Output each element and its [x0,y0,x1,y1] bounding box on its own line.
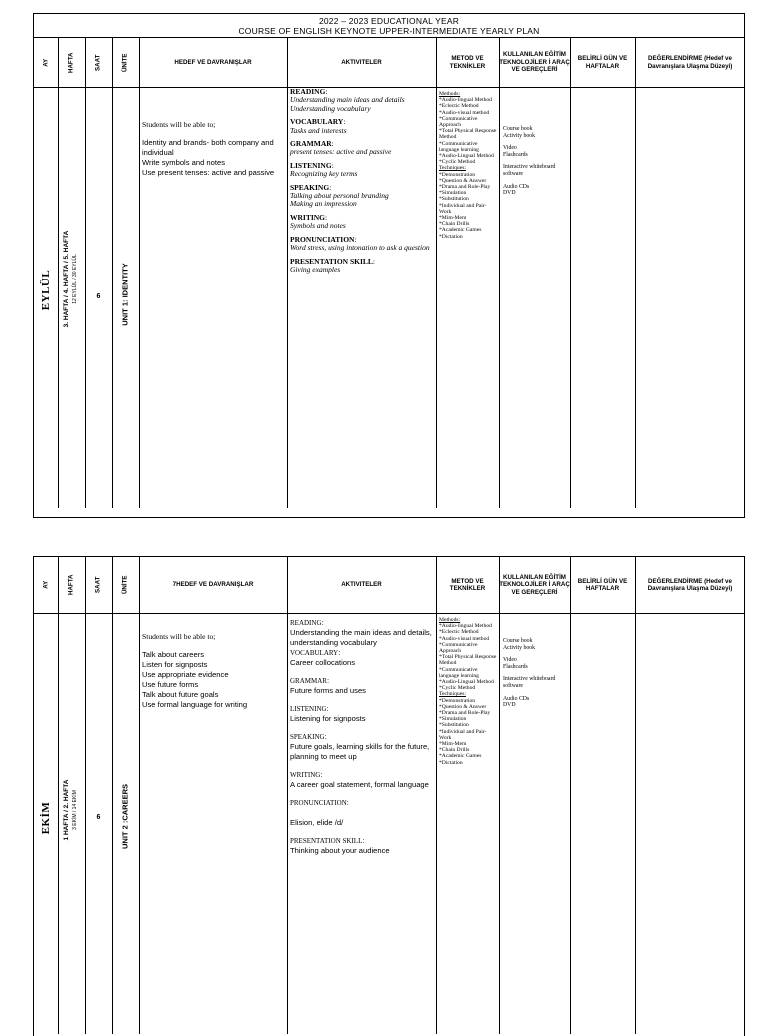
table-title [34,14,744,38]
technique-item: *Demonstration [439,697,476,704]
method-item: *Communicative Approach [439,641,478,655]
method-item: *Cyclic Method [439,159,476,166]
technique-item: *Chain Drills [439,747,470,754]
technique-item: *Individual and Pair-Work [439,202,487,215]
objective-item: Talk about future goals [142,690,219,699]
header-ay: AY [42,58,50,67]
technique-item: *Substitution [439,722,469,729]
method-item: *Eclectic Method [439,103,479,110]
header-row [34,557,744,614]
tool-item: Course book Activity book [503,638,536,651]
header-aktiviteler: AKTIVITELER [341,58,382,66]
technique-item: *Mim-Mem [439,215,467,222]
plan-table-2 [33,556,745,1036]
activity-heading: PRESENTATION SKILL [290,256,373,266]
header-hedef: 7HEDEF VE DAVRANIŞLAR [172,581,254,589]
header-hafta: HAFTA [67,52,75,73]
activity-text: Thinking about your audience [290,846,390,855]
objective-item: Use appropriate evidence [142,670,229,679]
activity-heading: LISTENING [290,705,327,713]
week-dates: 3 EKİM / 14 EKİM [72,790,78,830]
objectives-cell [142,614,285,1034]
method-item: *Communicative language learning [439,666,479,679]
header-kullanilan: KULLANILAN EĞİTİM TEKNOLOJİLER İ ARAÇ VE GEREÇLERİ [499,573,570,596]
methods-label: Methods: [439,617,461,623]
activity-text: Giving examples [290,264,341,274]
activity-text: Career collocations [290,658,355,667]
title-line-2: COURSE OF ENGLISH KEYNOTE UPPER-INTERMEDIATE YEARLY PLAN [238,26,540,36]
technique-item: *Dictation [439,759,463,766]
activity-heading: VOCABULARY [290,649,339,657]
activity-heading: SPEAKING [290,733,325,741]
objective-item: Use future forms [142,680,199,689]
methods-cell [437,614,499,1034]
header-degerlendirme: DEĞERLENDİRME (Hedef ve Davranışlara Ulaşma Düzeyi) [647,55,733,70]
activity-text: Understanding main ideas and details Understanding vocabulary [290,95,405,113]
technique-item: *Individual and Pair-Work [439,728,487,741]
technique-item: *Chain Drills [439,221,470,228]
activity-text: present tenses: active and passive [290,147,392,157]
activity-heading: PRONUNCIATION [290,799,347,807]
activity-text: Elision, elide /d/ [290,818,344,827]
technique-item: *Mim-Mem [439,741,467,748]
objectives-cell [142,88,285,508]
method-item: *Total Physical Response Method [439,654,497,667]
tools-cell [501,614,570,1034]
activity-heading: LISTENING [290,160,332,170]
technique-item: *Drama and Role-Play [439,184,491,191]
activity-heading: GRAMMAR [290,677,327,685]
header-hedef: HEDEF VE DAVRANIŞLAR [174,58,252,66]
header-saat: SAAT [94,576,102,594]
activity-text: Tasks and interests [290,125,347,135]
unit-label: UNIT 1: IDENTITY [120,263,130,326]
activity-text: Talking about personal branding Making an impression [290,191,389,209]
technique-item: *Simulation [439,716,467,723]
week-dates: 12 EYLÜL / 30 EYLÜL [72,254,78,304]
header-degerlendirme: DEĞERLENDİRME (Hedef ve Davranışlara Ulaşma Düzeyi) [647,577,733,592]
header-unite: ÜNİTE [121,575,129,595]
activity-heading: READING [290,619,322,627]
technique-item: *Dictation [439,233,463,240]
unit-label: UNIT 2 :CAREERS [120,784,130,850]
activity-text: Recognizing key terms [290,169,358,179]
method-item: *Communicative Approach [439,115,478,129]
tools-cell [501,88,570,508]
objective-item: Use present tenses: active and passive [142,168,275,177]
header-metod: METOD VE TEKNİKLER [449,55,486,70]
objective-item: Write symbols and notes [142,158,226,167]
header-saat: SAAT [94,54,102,71]
method-item: *Audio-lingual Method [439,623,492,630]
objectives-intro: Students will be able to; [142,120,216,129]
techniques-label: Techniques: [439,691,466,698]
header-metod: METOD VE TEKNİKLER [449,577,486,592]
objective-item: Identity and brands- both company and individual [142,138,274,157]
tool-item: Video Flashcards [503,657,528,670]
method-item: *Eclectic Method [439,629,479,636]
activities-cell: READING: Understanding main ideas and details Understanding vocabulary VOCABULARY: Tasks and interests GRAMMAR: present tenses: active and passive LISTENING: Recognizing key terms SPEAKING: Talking about personal branding Making an impression WRITING: Symbols and notes PRONUNCIATION: Word stress, using intonation to ask a question PRESENTATION SKILL: Giving examples [287,88,436,508]
technique-item: *Academic Games [439,753,482,760]
technique-item: *Question & Answer [439,177,487,184]
method-item: *Audio-Lingual Method [439,153,494,160]
methods-cell [437,88,499,508]
header-unite: ÜNİTE [121,53,129,72]
activity-text: Understanding the main ideas and details, understanding vocabulary [290,628,432,647]
technique-item: *Demonstration [439,171,476,178]
activity-heading: PRESENTATION SKILL [290,837,363,845]
tool-item: Interactive whiteboard software [503,676,556,689]
method-item: *Communicative language learning [439,140,479,153]
objective-item: Talk about careers [142,650,205,659]
tool-item: Audio CDs DVD [503,695,530,709]
header-ay: AY [42,580,50,590]
activity-text: Future goals, learning skills for the future, planning to meet up [290,742,430,761]
table-row [34,88,744,508]
header-belirli-gun: BELİRLİ GÜN VE HAFTALAR [577,55,628,70]
tool-item: Course book Activity book [503,126,536,139]
method-item: *Audio-visual method [439,635,490,642]
method-item: *Audio-Lingual Method [439,679,494,686]
methods-label: Methods: [439,91,461,97]
activity-text: Future forms and uses [290,686,366,695]
activity-heading: WRITING [290,212,326,222]
method-item: *Cyclic Method [439,685,476,692]
tool-item: Video Flashcards [503,145,528,158]
technique-item: *Question & Answer [439,703,487,710]
method-item: *Audio-lingual Method [439,97,492,104]
activity-text: Word stress, using intonation to ask a question [290,243,430,253]
activity-heading: READING [290,88,326,96]
objective-item: Listen for signposts [142,660,208,669]
table-row [34,614,744,1034]
method-item: *Audio-visual method [439,109,490,116]
objective-item: Use formal language for writing [142,700,248,709]
hours-value: 6 [96,293,101,300]
tool-item: Interactive whiteboard software [503,164,556,177]
activity-heading: PRONUNCIATION [290,234,355,244]
activity-heading: VOCABULARY [290,117,344,127]
activity-text: Listening for signposts [290,714,366,723]
technique-item: *Substitution [439,196,469,203]
technique-item: *Drama and Role-Play [439,710,491,717]
week-label: 3. HAFTA / 4. HAFTA / 5. HAFTA [63,230,70,328]
hours-value: 6 [96,814,101,821]
header-belirli-gun: BELİRLİ GÜN VE HAFTALAR [577,577,628,592]
title-line-1: 2022 – 2023 EDUCATIONAL YEAR [318,16,460,26]
technique-item: *Academic Games [439,227,482,234]
objectives-intro: Students will be able to; [142,632,216,641]
activity-heading: SPEAKING [290,182,330,192]
plan-table-1 [33,13,745,518]
tool-item: Audio CDs DVD [503,183,530,197]
techniques-label: Techniques: [439,165,466,172]
activity-text: A career goal statement, formal language [290,780,429,789]
header-hafta: HAFTA [67,574,75,596]
month-label: EYLÜL [40,269,52,311]
activity-heading: GRAMMAR [290,139,332,149]
month-label: EKİM [40,801,52,835]
activities-cell: READING: Understanding the main ideas and details, understanding vocabulary VOCABULARY: Career collocations GRAMMAR: Future forms and uses LISTENING: Listening for signposts SPEAKING: Future goals, learning skills for the future, planning to meet up WRITING: A career goal statement, formal language PRONUNCIATION: Elision, elide /d/ PRESENTATION SKILL: Thinking about your audience [290,614,434,1034]
week-label: 1 HAFTA / 2. HAFTA [63,779,70,841]
activity-heading: WRITING [290,771,321,779]
technique-item: *Simulation [439,190,467,197]
method-item: *Total Physical Response Method [439,128,497,141]
activity-text: Symbols and notes [290,221,346,231]
header-kullanilan: KULLANILAN EĞİTİM TEKNOLOJİLER İ ARAÇ VE GEREÇLERİ [499,51,570,74]
header-row [34,38,744,88]
header-aktiviteler: AKTIVITELER [341,581,382,589]
